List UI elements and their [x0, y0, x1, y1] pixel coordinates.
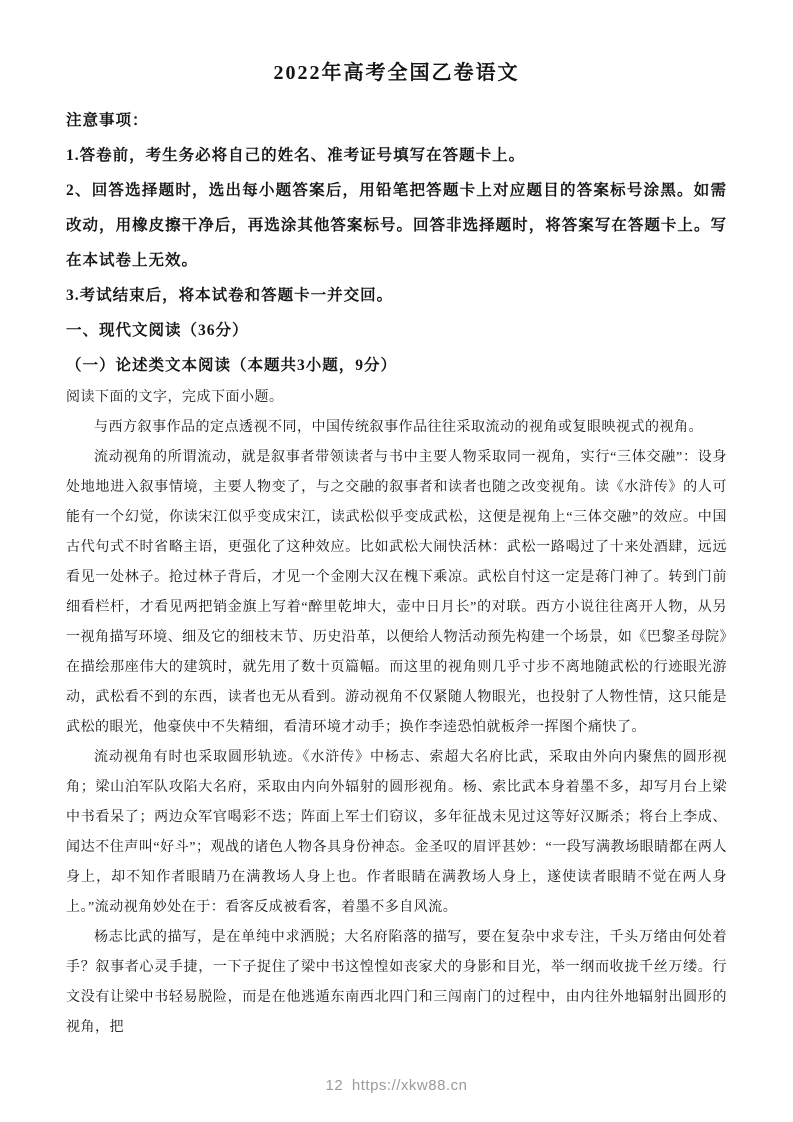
reading-instruction: 阅读下面的文字，完成下面小题。	[66, 390, 284, 405]
notice-heading: 注意事项：	[66, 112, 149, 129]
notice-item-2: 2、回答选择题时，选出每小题答案后，用铅笔把答题卡上对应题目的答案标号涂黑。如需改动，用橡皮擦干净后，再选涂其他答案标号。回答非选择题时，将答案写在答题卡上。写在本试卷上无效。	[66, 182, 727, 269]
notice-item-3: 3.考试结束后，将本试卷和答题卡一并交回。	[66, 287, 394, 304]
page-number: 12	[325, 1077, 344, 1094]
page-footer	[0, 1077, 793, 1094]
subsection-heading-argumentative-text: （一）论述类文本阅读（本题共3小题，9分）	[66, 357, 398, 374]
passage-paragraph: 流动视角的所谓流动，就是叙事者带领读者与书中主要人物采取同一视角，实行“三体交融”：设身处地地进入叙事情境，主要人物变了，与之交融的叙事者和读者也随之改变视角。读《水浒传》的人可能有一个幻觉，你读宋江似乎变成宋江，读武松似乎变成武松，这便是视角上“三体交融”的效应。中国古代句式不时省略主语，更强化了这种效应。比如武松大闹快活林：武松一路喝过了十来处酒肆，远远看见一处林子。抢过林子背后，才见一个金刚大汉在槐下乘凉。武松自忖这一定是蒋门神了。转到门前细看栏杆，才看见两把销金旗上写着“醉里乾坤大，壶中日月长”的对联。西方小说往往离开人物，从另一视角描写环境、细及它的细枝末节、历史沿革，以便给人物活动预先构建一个场景，如《巴黎圣母院》在描绘那座伟大的建筑时，就先用了数十页篇幅。而这里的视角则几乎寸步不离地随武松的行迹眼光游动，武松看不到的东西，读者也无从看到。游动视角不仅紧随人物眼光，也投射了人物性情，这只能是武松的眼光，他豪侠中不失精细，看清环境才动手；换作李逵恐怕就板斧一挥图个痛快了。	[66, 450, 727, 735]
passage-paragraph: 流动视角有时也采取圆形轨迹。《水浒传》中杨志、索超大名府比武，采取由外向内聚焦的圆形视角；梁山泊军队攻陷大名府，采取由内向外辐射的圆形视角。杨、索比武本身着墨不多，却写月台上梁中书看呆了；两边众军官喝彩不迭；阵面上军士们窃议，多年征战未见过这等好汉厮杀；将台上李成、闻达不住声叫“好斗”；观战的诸色人物各具身份神态。金圣叹的眉评甚妙：“一段写满教场眼睛都在两人身上，却不知作者眼睛乃在满教场人身上也。作者眼睛在满教场人身上，遂使读者眼睛不觉在两人身上。”流动视角妙处在于：看客反成被看客，着墨不多自风流。	[66, 750, 727, 915]
section-heading-modern-reading: 一、现代文阅读（36分）	[66, 322, 249, 339]
passage-paragraph: 与西方叙事作品的定点透视不同，中国传统叙事作品往往采取流动的视角或复眼映视式的视角。	[94, 420, 703, 435]
footer-link[interactable]: https://xkw88.cn	[351, 1077, 468, 1094]
passage-paragraph: 杨志比武的描写，是在单纯中求洒脱；大名府陷落的描写，要在复杂中求专注，千头万绪由何处着手？叙事者心灵手捷，一下子捉住了梁中书这惶惶如丧家犬的身影和目光，举一纲而收拢千丝万缕。行文没有让梁中书轻易脱险，而是在他逃遁东南西北四门和三闯南门的过程中，由内往外地辐射出圆形的视角，把	[66, 930, 727, 1035]
page-title: 2022年高考全国乙卷语文	[273, 62, 520, 84]
notice-item-1: 1.答卷前，考生务必将自己的姓名、准考证号填写在答题卡上。	[66, 147, 526, 164]
